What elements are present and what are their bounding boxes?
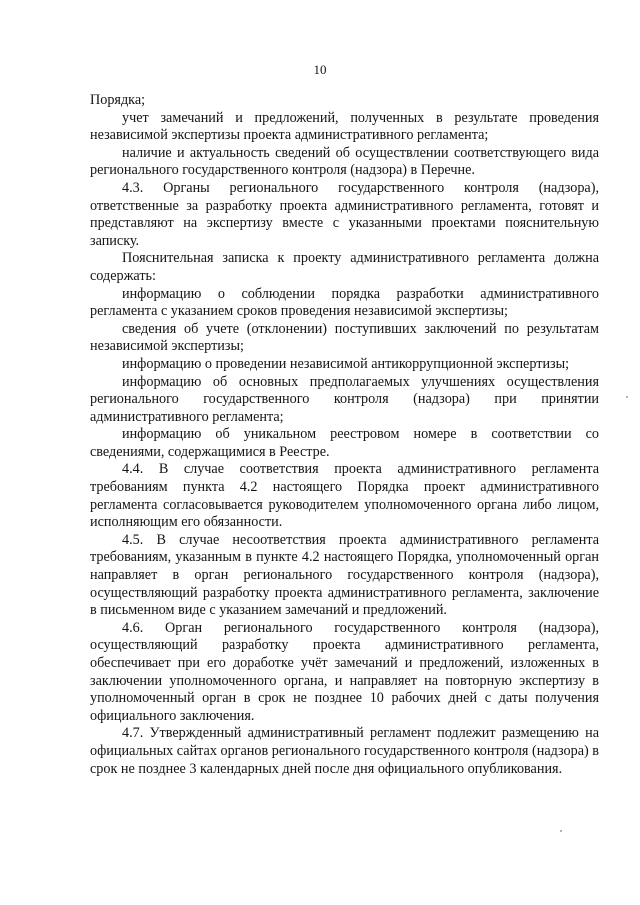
document-body [90,92,599,778]
paragraph-note-item-1: информацию о соблюдении порядка разработки административного регламента с указанием сроков проведения независимой экспертизы; [90,285,599,320]
paragraph-note-item-2: сведения об учете (отклонении) поступивших заключений по результатам независимой экспертизы; [90,320,599,355]
scan-speck [626,396,628,398]
paragraph-explanatory-note: Пояснительная записка к проекту административного регламента должна содержать: [90,250,599,284]
page-number: 10 [313,62,327,77]
paragraph-4-5: 4.5. В случае несоответствия проекта административного регламента требованиям, указанным в пункте 4.2 настоящего Порядка, уполномоченный орган направляет в орган регионального государственного контроля (надзора), осуществляющий разработку проекта административного регламента, заключение в письменном виде с указанием замечаний и предложений. [90,531,599,619]
scan-speck [560,830,562,832]
paragraph-note-item-4: информацию об основных предполагаемых улучшениях осуществления регионального государственного контроля (надзора) при принятии административного регламента; [90,373,599,425]
paragraph-4-4: 4.4. В случае соответствия проекта административного регламента требованиям пункта 4.2 настоящего Порядка проект административного регламента согласовывается руководителем уполномоченного органа либо лицом, исполняющим его обязанности. [90,461,599,531]
paragraph-remarks-accounting: учет замечаний и предложений, полученных в результате проведения независимой экспертизы проекта административного регламента; [90,109,599,144]
paragraph-note-item-3: информацию о проведении независимой антикоррупционной экспертизы; [122,355,570,372]
paragraph-4-6: 4.6. Орган регионального государственного контроля (надзора), осуществляющий разработку проекта административного регламента, обеспечивает при его доработке учёт замечаний и предложений, изложенных в заключении уполномоченного органа, и направляет на повторную экспертизу в уполномоченный орган в срок не позднее 10 рабочих дней с даты получения официального заключения. [90,619,599,724]
paragraph-note-item-5: информацию об уникальном реестровом номере в соответствии со сведениями, содержащимися в Реестре. [90,426,599,460]
paragraph-registry-info: наличие и актуальность сведений об осуществлении соответствующего вида регионального государственного контроля (надзора) в Перечне. [90,144,599,179]
paragraph-4-3: 4.3. Органы регионального государственного контроля (надзора), ответственные за разработку проекта административного регламента, готовят и представляют на экспертизу вместе с указанными проектами пояснительную записку. [90,179,599,249]
paragraph-continuation: Порядка; [90,92,146,108]
paragraph-4-7: 4.7. Утвержденный административный регламент подлежит размещению на официальных сайтах органов регионального государственного контроля (надзора) в срок не позднее 3 календарных дней после дня официального опубликования. [90,725,599,777]
